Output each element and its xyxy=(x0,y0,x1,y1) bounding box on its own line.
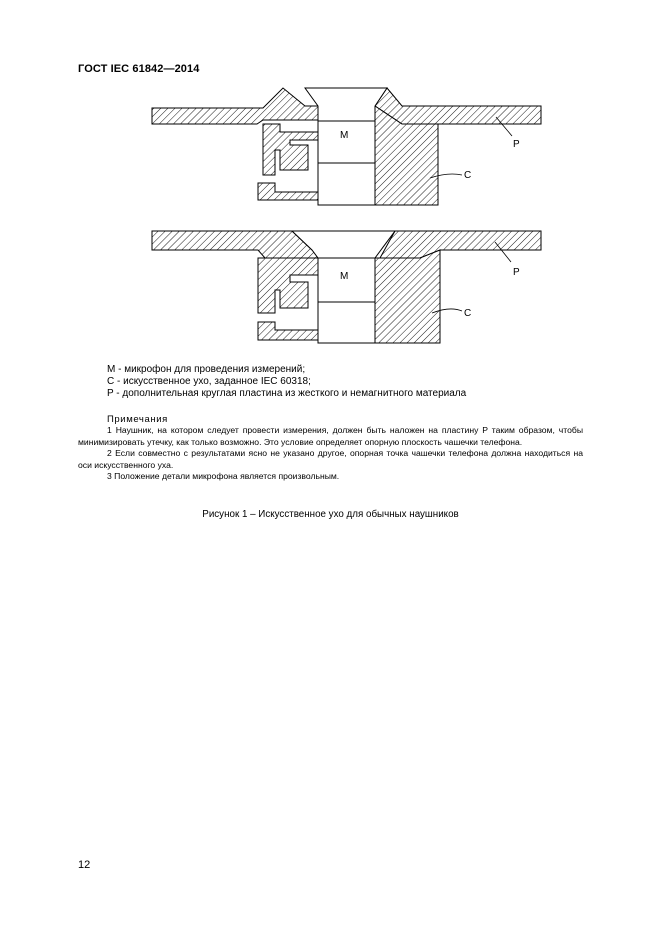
ear-body-left xyxy=(263,124,318,175)
figure-legend xyxy=(107,364,466,400)
diagram-bottom xyxy=(152,231,541,343)
note-2: 2 Если совместно с результатами ясно не указано другое, опорная точка чашечки телефона должна находиться на оси искусственного уха. xyxy=(78,448,583,470)
plate-right-2 xyxy=(380,231,541,258)
plate-left xyxy=(152,88,318,124)
legend-item-p: P - дополнительная круглая пластина из жесткого и немагнитного материала xyxy=(107,388,467,399)
ear-body-right-2 xyxy=(375,250,440,343)
page-number: 12 xyxy=(78,859,91,871)
document-header: ГОСТ IEC 61842—2014 xyxy=(78,63,200,75)
ear-body-left-2 xyxy=(258,258,318,313)
plate-right xyxy=(375,88,541,124)
label-c-bottom: C xyxy=(464,308,472,319)
label-c-top: C xyxy=(464,170,472,181)
label-m-top: M xyxy=(340,130,349,141)
diagram-top xyxy=(152,88,541,205)
legend-item-c: C - искусственное ухо, заданное IEC 60318; xyxy=(107,376,311,387)
legend-item-m: M - микрофон для проведения измерений; xyxy=(107,364,306,375)
label-m-bottom: M xyxy=(340,271,349,282)
label-p-top: P xyxy=(513,139,520,150)
plate-left-2 xyxy=(152,231,318,258)
notes-list xyxy=(78,425,583,483)
note-3: 3 Положение детали микрофона является произвольным. xyxy=(107,471,340,482)
notes-heading: Примечания xyxy=(107,414,168,425)
microphone xyxy=(318,121,375,163)
ear-lower-tab xyxy=(258,183,318,200)
note-1: 1 Наушник, на котором следует провести измерения, должен быть наложен на пластину P таким образом, чтобы минимизировать утечку, как только возможно. Это условие определяет опорную плоскость чашечки телефона. xyxy=(78,425,583,447)
artificial-ear-figure xyxy=(0,0,661,360)
label-p-bottom: P xyxy=(513,267,520,278)
ear-lower-tab-2 xyxy=(258,322,318,340)
figure-caption: Рисунок 1 – Искусственное ухо для обычных наушников xyxy=(202,509,459,520)
